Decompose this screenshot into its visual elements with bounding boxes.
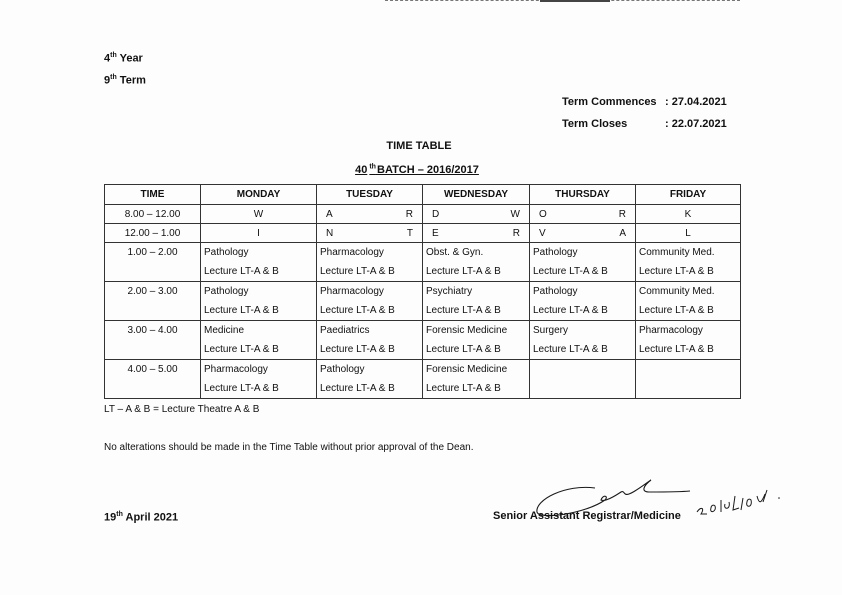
header-time: TIME <box>105 185 201 205</box>
table-cell: Forensic Medicine Lecture LT-A & B <box>423 360 530 399</box>
table-cell <box>636 360 741 399</box>
signatory: Senior Assistant Registrar/Medicine <box>493 510 681 522</box>
table-cell: Pathology Lecture LT-A & B <box>201 243 317 282</box>
table-cell: V A <box>530 224 636 243</box>
header-tuesday: TUESDAY <box>317 185 423 205</box>
table-cell: Pharmacology Lecture LT-A & B <box>201 360 317 399</box>
table-cell: Community Med. Lecture LT-A & B <box>636 243 741 282</box>
table-cell: O R <box>530 205 636 224</box>
table-cell: E R <box>423 224 530 243</box>
term-closes: Term Closes : 22.07.2021 <box>562 118 727 130</box>
handwritten-date-icon <box>693 478 783 523</box>
table-row <box>105 243 741 282</box>
table-cell: Pharmacology Lecture LT-A & B <box>636 321 741 360</box>
table-cell: Forensic Medicine Lecture LT-A & B <box>423 321 530 360</box>
time-cell: 8.00 – 12.00 <box>105 205 201 224</box>
table-cell: L <box>636 224 741 243</box>
term-commences: Term Commences : 27.04.2021 <box>562 96 727 108</box>
table-cell: A R <box>317 205 423 224</box>
table-cell: Pathology Lecture LT-A & B <box>530 243 636 282</box>
time-cell: 2.00 – 3.00 <box>105 282 201 321</box>
table-cell <box>530 360 636 399</box>
header-thursday: THURSDAY <box>530 185 636 205</box>
document-title: TIME TABLE <box>386 140 452 152</box>
header-monday: MONDAY <box>201 185 317 205</box>
table-row <box>105 224 741 243</box>
table-row <box>105 360 741 399</box>
time-cell: 12.00 – 1.00 <box>105 224 201 243</box>
table-cell: Pathology Lecture LT-A & B <box>201 282 317 321</box>
term-label: 9th Term <box>104 74 146 87</box>
table-cell: Surgery Lecture LT-A & B <box>530 321 636 360</box>
approval-note: No alterations should be made in the Time Table without prior approval of the Dean. <box>104 442 474 453</box>
table-cell: K <box>636 205 741 224</box>
table-cell: Psychiatry Lecture LT-A & B <box>423 282 530 321</box>
table-row <box>105 205 741 224</box>
table-row <box>105 321 741 360</box>
header-wednesday: WEDNESDAY <box>423 185 530 205</box>
time-cell: 1.00 – 2.00 <box>105 243 201 282</box>
table-cell: Pathology Lecture LT-A & B <box>317 360 423 399</box>
time-cell: 3.00 – 4.00 <box>105 321 201 360</box>
table-cell: Paediatrics Lecture LT-A & B <box>317 321 423 360</box>
table-cell: Pharmacology Lecture LT-A & B <box>317 243 423 282</box>
table-cell: Pathology Lecture LT-A & B <box>530 282 636 321</box>
legend-text: LT – A & B = Lecture Theatre A & B <box>104 404 260 415</box>
timetable <box>104 184 741 399</box>
table-row <box>105 282 741 321</box>
time-cell: 4.00 – 5.00 <box>105 360 201 399</box>
table-cell: Pharmacology Lecture LT-A & B <box>317 282 423 321</box>
table-cell: D W <box>423 205 530 224</box>
table-cell: Medicine Lecture LT-A & B <box>201 321 317 360</box>
issue-date: 19th April 2021 <box>104 511 179 524</box>
table-cell: N T <box>317 224 423 243</box>
table-header-row <box>105 185 741 205</box>
table-cell: I <box>201 224 317 243</box>
scan-top-mark <box>540 0 610 2</box>
batch-title: 40 $^{th}$ BATCH – 2016/2017 <box>355 163 479 176</box>
table-cell: W <box>201 205 317 224</box>
table-cell: Community Med. Lecture LT-A & B <box>636 282 741 321</box>
table-cell: Obst. & Gyn. Lecture LT-A & B <box>423 243 530 282</box>
year-label: 4th Year <box>104 52 143 65</box>
header-friday: FRIDAY <box>636 185 741 205</box>
